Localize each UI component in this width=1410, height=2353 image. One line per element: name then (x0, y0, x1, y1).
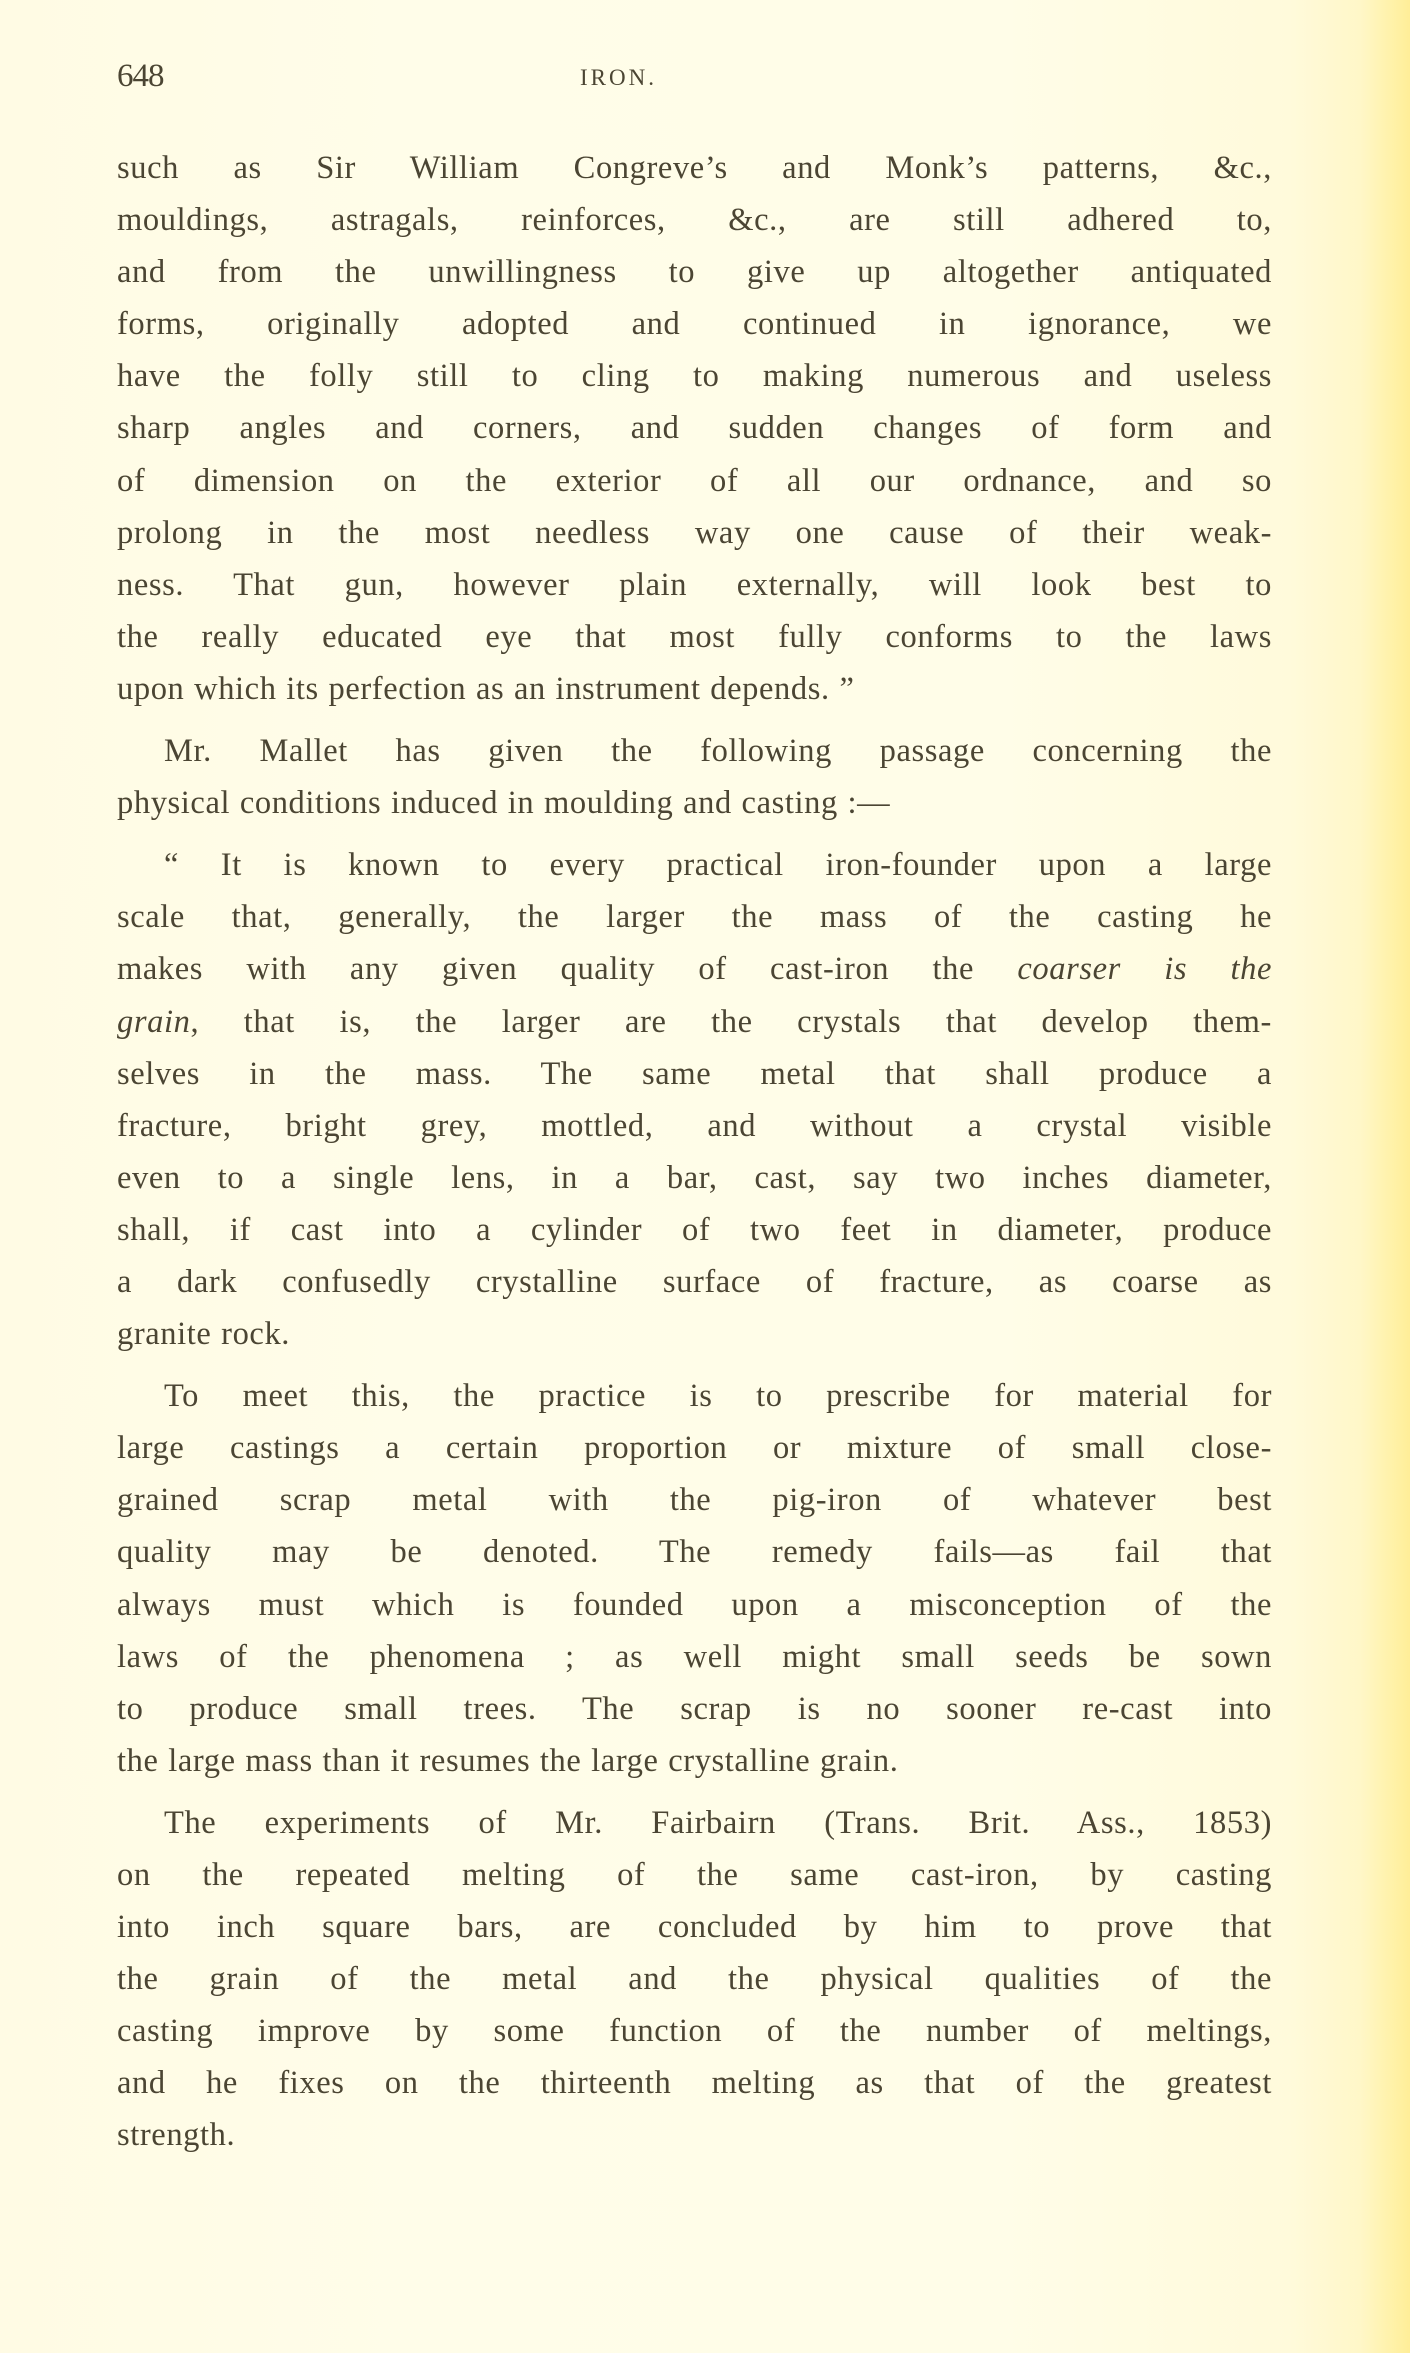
text-line: upon which its perfection as an instrument depends. ” (117, 670, 855, 707)
paragraph-5 (117, 1797, 1272, 2162)
page-number: 648 (117, 58, 164, 94)
text-line: grained scrap metal with the pig-iron of whatever best (117, 1482, 1272, 1519)
text-line: to produce small trees. The scrap is no sooner re-cast into (117, 1690, 1272, 1727)
text-line: have the folly still to cling to making numerous and useless (117, 358, 1272, 395)
text-line: To meet this, the practice is to prescribe for material for (164, 1378, 1272, 1415)
text-line: and from the unwillingness to give up altogether antiquated (117, 254, 1272, 291)
paragraph-3-quotation (117, 839, 1272, 1360)
text-line: quality may be denoted. The remedy fails—as fail that (117, 1534, 1272, 1571)
text-line: the grain of the metal and the physical qualities of the (117, 1961, 1272, 1998)
paragraph-4 (117, 1370, 1272, 1787)
text-line: shall, if cast into a cylinder of two feet in diameter, produce (117, 1211, 1272, 1248)
text-line: grain, that is, the larger are the crystals that develop them- (117, 1003, 1272, 1040)
text-line: granite rock. (117, 1316, 291, 1353)
text-line: the large mass than it resumes the large crystalline grain. (117, 1742, 899, 1779)
text-line: such as Sir William Congreve’s and Monk’s patterns, &c., (117, 150, 1272, 186)
text-line: “ It is known to every practical iron-founder upon a large (164, 847, 1272, 884)
text-line: physical conditions induced in moulding and casting :— (117, 785, 891, 822)
text-line: fracture, bright grey, mottled, and without a crystal visible (117, 1107, 1272, 1144)
text-line: forms, originally adopted and continued in ignorance, we (117, 306, 1272, 343)
text-line: a dark confusedly crystalline surface of fracture, as coarse as (117, 1263, 1272, 1300)
text-line: selves in the mass. The same metal that shall produce a (117, 1055, 1272, 1092)
text-line: The experiments of Mr. Fairbairn (Trans. Brit. Ass., 1853) (164, 1804, 1272, 1841)
text-line: laws of the phenomena ; as well might small seeds be sown (117, 1638, 1272, 1675)
text-line: makes with any given quality of cast-iron the coarser is the (117, 951, 1273, 988)
text-line: casting improve by some function of the number of meltings, (117, 2013, 1272, 2050)
paragraph-2 (117, 725, 1272, 829)
text-line: Mr. Mallet has given the following passage concerning the (164, 733, 1272, 770)
running-head (117, 56, 1272, 96)
text-line: the really educated eye that most fully conforms to the laws (117, 618, 1272, 655)
text-line: even to a single lens, in a bar, cast, say two inches diameter, (117, 1159, 1272, 1196)
text-line: mouldings, astragals, reinforces, &c., are still adhered to, (117, 202, 1272, 239)
text-line: into inch square bars, are concluded by him to prove that (117, 1909, 1272, 1946)
text-line: of dimension on the exterior of all our ordnance, and so (117, 462, 1272, 499)
text-line: scale that, generally, the larger the mass of the casting he (117, 899, 1272, 936)
text-line: sharp angles and corners, and sudden changes of form and (117, 410, 1272, 447)
text-line: and he fixes on the thirteenth melting as that of the greatest (117, 2065, 1272, 2102)
paragraph-1 (117, 142, 1272, 715)
running-title: IRON. (580, 65, 657, 90)
text-line: always must which is founded upon a misconception of the (117, 1586, 1272, 1623)
text-line: large castings a certain proportion or mixture of small close- (117, 1430, 1272, 1467)
body-text (117, 142, 1272, 2172)
text-line: ness. That gun, however plain externally, will look best to (117, 566, 1272, 603)
text-line: on the repeated melting of the same cast-iron, by casting (117, 1857, 1272, 1893)
text-line: strength. (117, 2117, 236, 2154)
text-line: prolong in the most needless way one cause of their weak- (117, 514, 1272, 551)
